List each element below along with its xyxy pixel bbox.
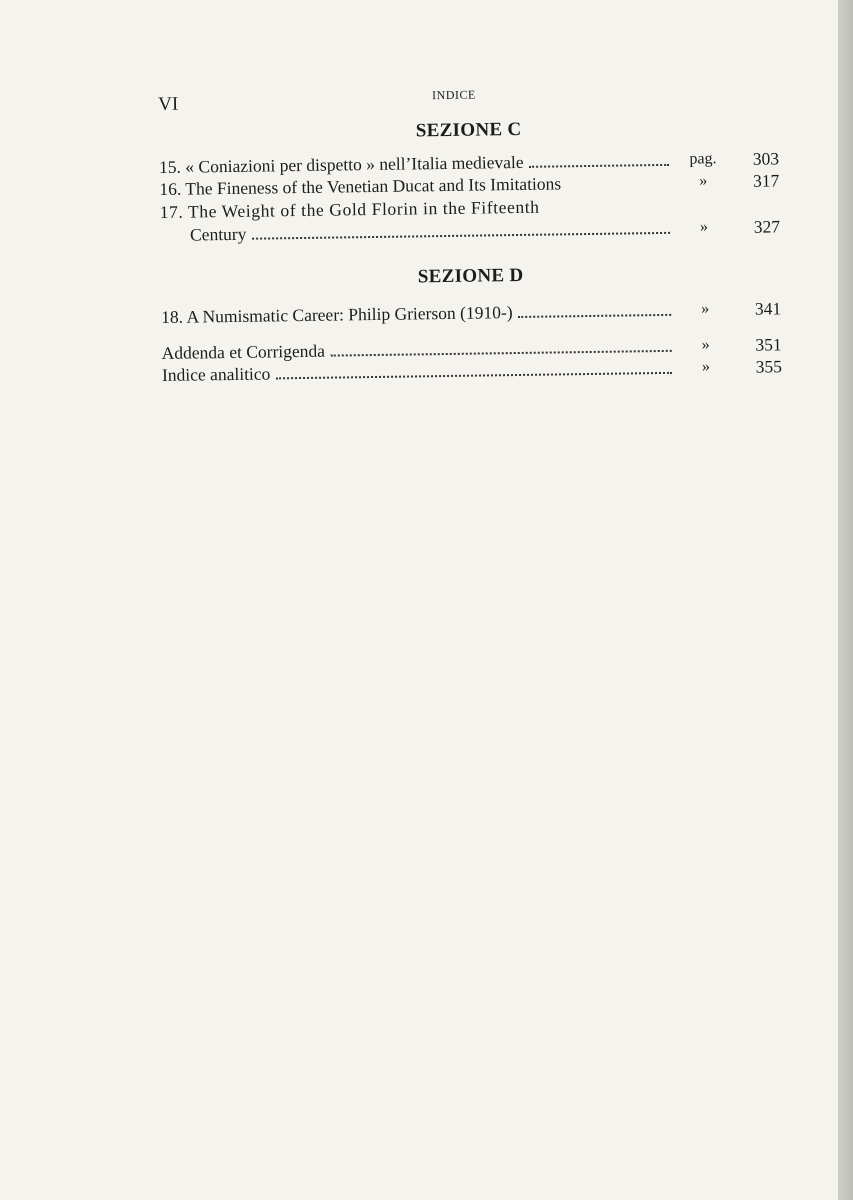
running-title: INDICE xyxy=(432,87,476,103)
section-title-c: SEZIONE C xyxy=(415,118,522,142)
toc-entry-page: 341 xyxy=(754,298,782,319)
toc-entry-prefix: » xyxy=(701,358,711,376)
toc-entry-page: 317 xyxy=(752,170,780,191)
toc-entry-page: 303 xyxy=(752,148,780,169)
page-header xyxy=(158,79,778,118)
page-number: VI xyxy=(158,93,179,115)
section-title-d: SEZIONE D xyxy=(417,264,524,288)
table-of-contents xyxy=(158,79,782,386)
toc-entry-page: 355 xyxy=(755,356,783,377)
toc-entry-continuation: Century xyxy=(189,223,247,245)
toc-entry-title: 16. The Fineness of the Venetian Ducat and Its Imitations xyxy=(159,173,562,199)
toc-entry-prefix: » xyxy=(701,336,710,354)
toc-entry-prefix: » xyxy=(701,300,710,318)
dot-leader xyxy=(519,314,672,318)
page-edge xyxy=(838,0,853,1200)
toc-entry-title: Indice analitico xyxy=(161,363,271,385)
toc-entry-title: 15. « Coniazioni per dispetto » nell’Italia medievale xyxy=(158,151,524,177)
toc-entry xyxy=(160,191,781,246)
dot-leader xyxy=(530,164,670,168)
toc-entry-title: 17. The Weight of the Gold Florin in the Fifteenth xyxy=(159,196,540,222)
toc-entry-prefix: » xyxy=(699,218,709,236)
toc-entry-page: 327 xyxy=(753,216,781,237)
toc-entry-prefix: » xyxy=(699,172,708,190)
toc-entry-title: 18. A Numismatic Career: Philip Grierson (1910-) xyxy=(161,302,513,327)
toc-entry-page: 351 xyxy=(755,334,782,355)
dot-leader xyxy=(252,232,670,240)
toc-entry-prefix: pag. xyxy=(689,150,717,168)
dot-leader xyxy=(331,350,672,357)
dot-leader xyxy=(276,372,672,380)
toc-entry-title: Addenda et Corrigenda xyxy=(161,340,326,363)
